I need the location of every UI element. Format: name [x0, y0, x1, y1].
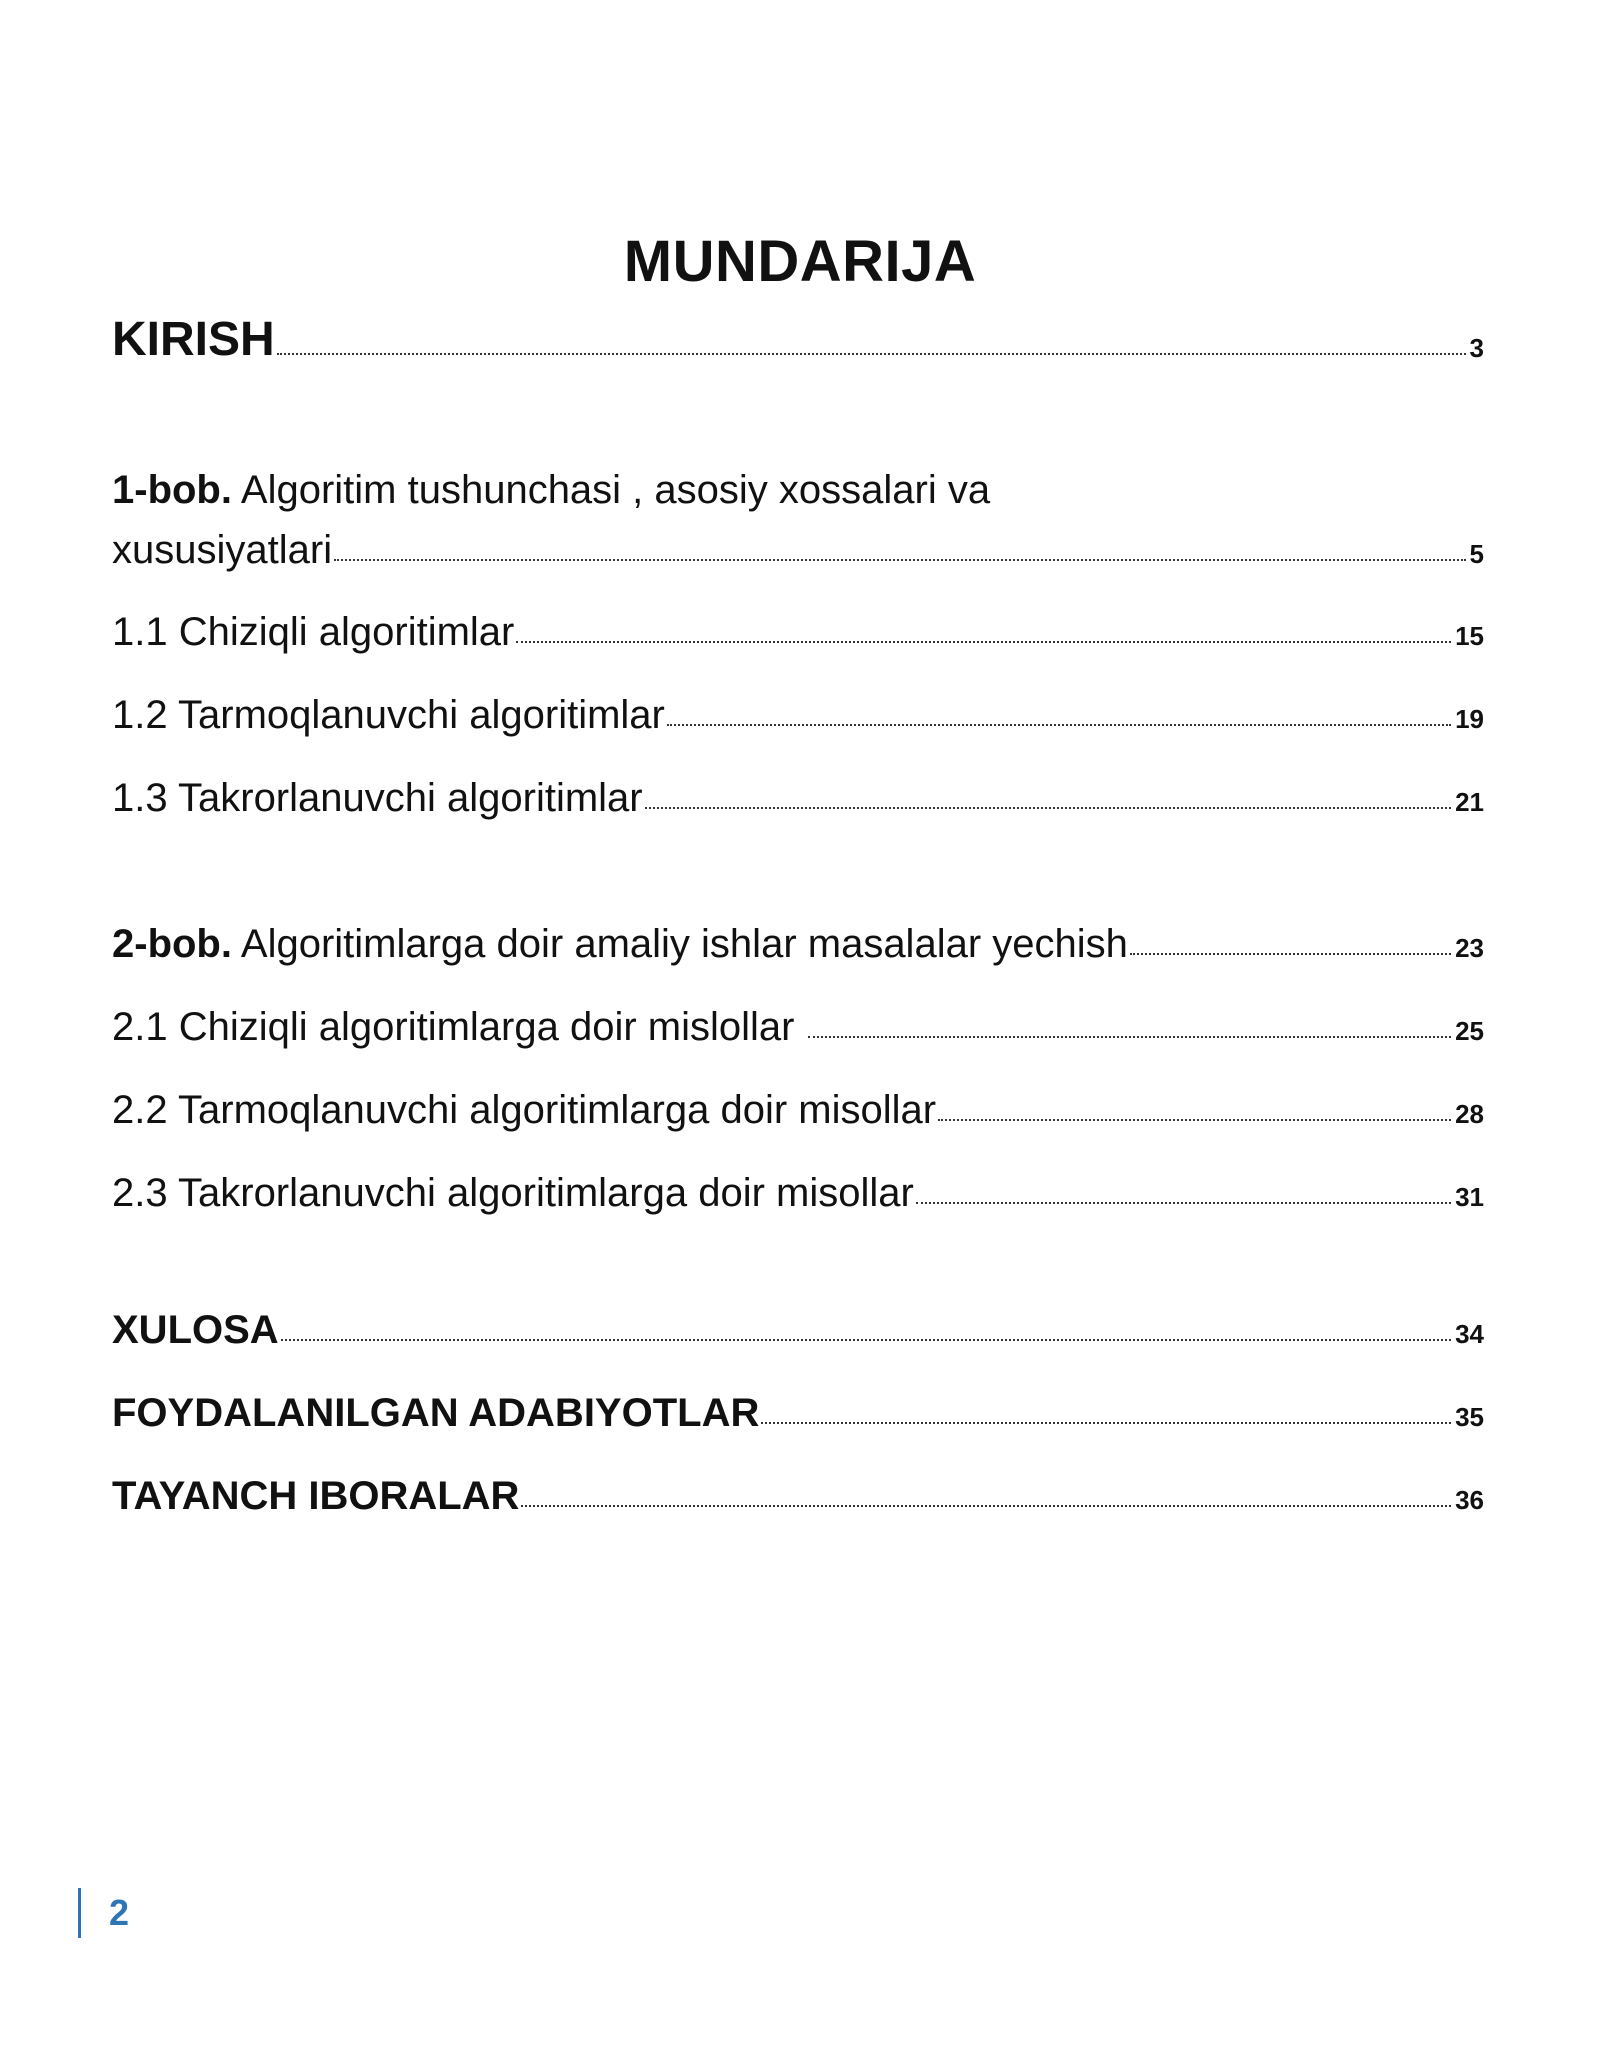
toc-entry-label: KIRISH — [112, 313, 275, 366]
toc-page-number: 19 — [1455, 704, 1484, 734]
toc-entry-label: FOYDALANILGAN ADABIYOTLAR — [112, 1391, 760, 1435]
toc-entry-label: XULOSA — [112, 1308, 279, 1352]
toc-entry-1-3[interactable] — [112, 776, 1484, 821]
toc-page-number: 21 — [1455, 787, 1484, 817]
page-title: MUNDARIJA — [623, 229, 977, 294]
toc-entry-xulosa[interactable] — [112, 1308, 1484, 1353]
toc-entry-1-1[interactable] — [112, 610, 1484, 655]
toc-entry-1-2[interactable] — [112, 693, 1484, 738]
toc-page-number: 25 — [1455, 1016, 1484, 1046]
toc-entry-label: TAYANCH IBORALAR — [112, 1474, 520, 1518]
toc-entry-bob2[interactable] — [112, 922, 1484, 967]
dot-leader — [334, 558, 1465, 561]
toc-entry-2-2[interactable] — [112, 1088, 1484, 1133]
dot-leader — [938, 1118, 1451, 1121]
toc-entry-2-1[interactable] — [112, 1005, 1484, 1050]
toc-page-number: 31 — [1455, 1182, 1484, 1212]
dot-leader — [808, 1035, 1451, 1038]
chapter-title-line2: xususiyatlari — [112, 528, 333, 572]
chapter-title: Algoritimlarga doir amaliy ishlar masalalar yechish — [240, 922, 1128, 966]
dot-leader — [916, 1201, 1451, 1204]
toc-entry-label: 2.3 Takrorlanuvchi algoritimlarga doir misollar — [112, 1171, 914, 1215]
toc-entry-label: 2.2 Tarmoqlanuvchi algoritimlarga doir misollar — [112, 1088, 937, 1132]
toc-entry-2-3[interactable] — [112, 1171, 1484, 1216]
page-number: 2 — [109, 1892, 130, 1933]
toc-page-number: 15 — [1455, 621, 1484, 651]
toc-entry-bob1-heading[interactable] — [112, 468, 990, 513]
toc-page-number: 23 — [1455, 933, 1484, 963]
toc-page-number: 35 — [1455, 1402, 1484, 1432]
dot-leader — [1130, 952, 1451, 955]
footer-accent-bar — [78, 1888, 81, 1938]
toc-page-number: 5 — [1469, 539, 1484, 569]
dot-leader — [277, 352, 1466, 355]
dot-leader — [281, 1338, 1451, 1341]
toc-entry-bob1[interactable] — [112, 528, 1484, 573]
dot-leader — [667, 723, 1451, 726]
toc-page-number: 36 — [1455, 1485, 1484, 1515]
chapter-title-line1: Algoritim tushunchasi , asosiy xossalari va — [240, 468, 991, 512]
toc-entry-label — [112, 922, 1128, 967]
dot-leader — [645, 806, 1451, 809]
toc-entry-kirish[interactable] — [112, 312, 1484, 367]
toc-entry-label: 2.1 Chiziqli algoritimlarga doir mislollar — [112, 1005, 795, 1049]
toc-entry-label: 1.2 Tarmoqlanuvchi algoritimlar — [112, 693, 665, 737]
toc-page-number: 34 — [1455, 1319, 1484, 1349]
toc-entry-iboralar[interactable] — [112, 1474, 1484, 1519]
toc-page-number: 28 — [1455, 1099, 1484, 1129]
dot-leader — [521, 1504, 1451, 1507]
chapter-prefix: 2-bob. — [112, 922, 232, 966]
dot-leader — [516, 640, 1451, 643]
dot-leader — [761, 1421, 1451, 1424]
chapter-prefix: 1-bob. — [112, 468, 232, 512]
toc-entry-adabiyotlar[interactable] — [112, 1391, 1484, 1436]
toc-entry-label: 1.3 Takrorlanuvchi algoritimlar — [112, 776, 643, 820]
toc-page-number: 3 — [1469, 333, 1484, 363]
toc-entry-label: 1.1 Chiziqli algoritimlar — [112, 610, 515, 654]
page-footer — [78, 1888, 129, 1938]
